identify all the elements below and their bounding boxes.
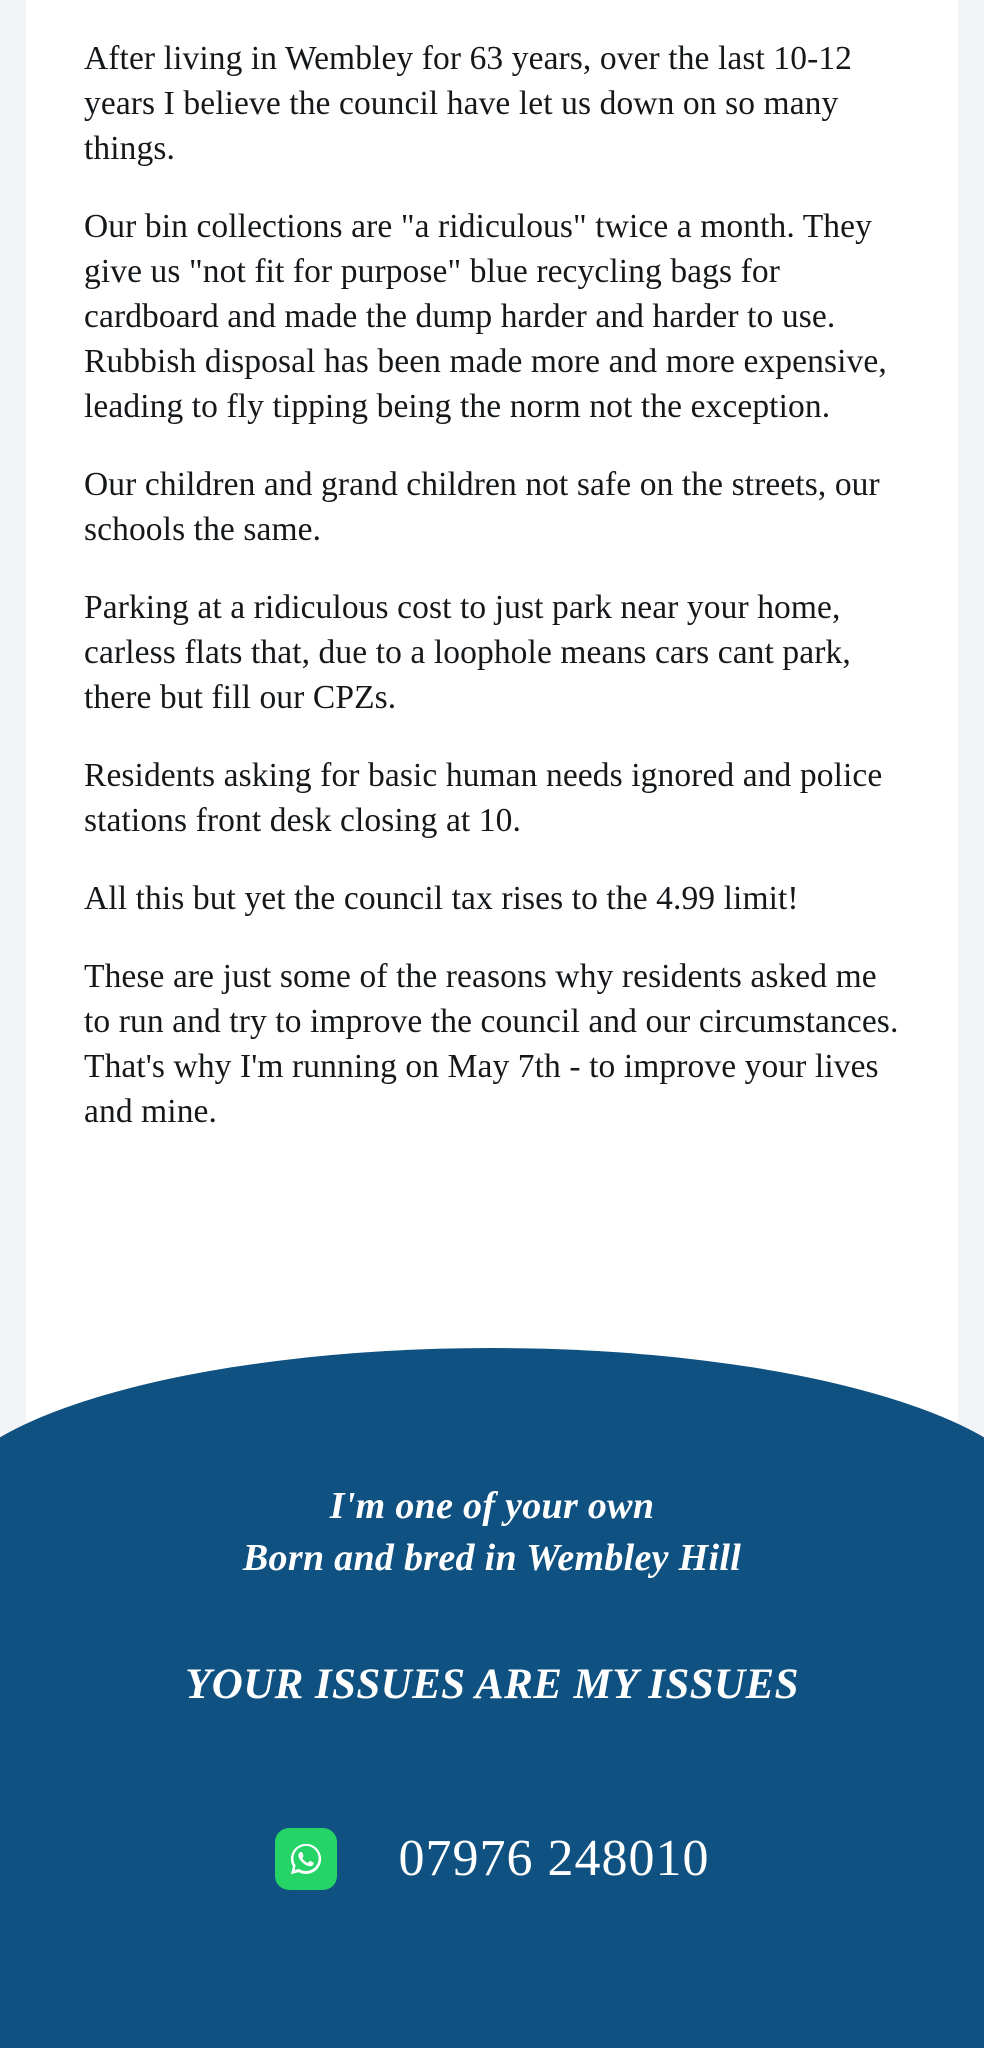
banner-tagline	[0, 1480, 984, 1584]
paragraph: After living in Wembley for 63 years, over the last 10-12 years I believe the council have let us down on so many things.	[84, 40, 853, 167]
body-copy	[84, 36, 900, 1134]
banner-tagline-line2: Born and bred in Wembley Hill	[242, 1537, 742, 1579]
banner-headline: YOUR ISSUES ARE MY ISSUES	[185, 1661, 799, 1708]
paragraph: Parking at a ridiculous cost to just park near your home, carless flats that, due to a loophole means cars cant park, there but fill our CPZs.	[84, 589, 851, 716]
whatsapp-icon[interactable]	[275, 1828, 337, 1890]
paragraph: All this but yet the council tax rises to the 4.99 limit!	[84, 880, 799, 917]
banner-content	[0, 1348, 984, 2048]
contact-banner	[0, 1348, 984, 2048]
paragraph: Our bin collections are "a ridiculous" twice a month. They give us "not fit for purpose" blue recycling bags for cardboard and made the dump harder and harder to use. Rubbish disposal has been made more and more expensive, leading to fly tipping being the norm not the exception.	[84, 208, 887, 425]
phone-number[interactable]: 07976 248010	[398, 1830, 710, 1887]
banner-tagline-line1: I'm one of your own	[329, 1485, 655, 1527]
paragraph: Residents asking for basic human needs ignored and police stations front desk closing at 10.	[84, 757, 883, 839]
paragraph: Our children and grand children not safe on the streets, our schools the same.	[84, 466, 880, 548]
paragraph: These are just some of the reasons why residents asked me to run and try to improve the council and our circumstances. That's why I'm running on May 7th - to improve your lives and mine.	[84, 958, 899, 1130]
contact-row	[0, 1828, 984, 1890]
